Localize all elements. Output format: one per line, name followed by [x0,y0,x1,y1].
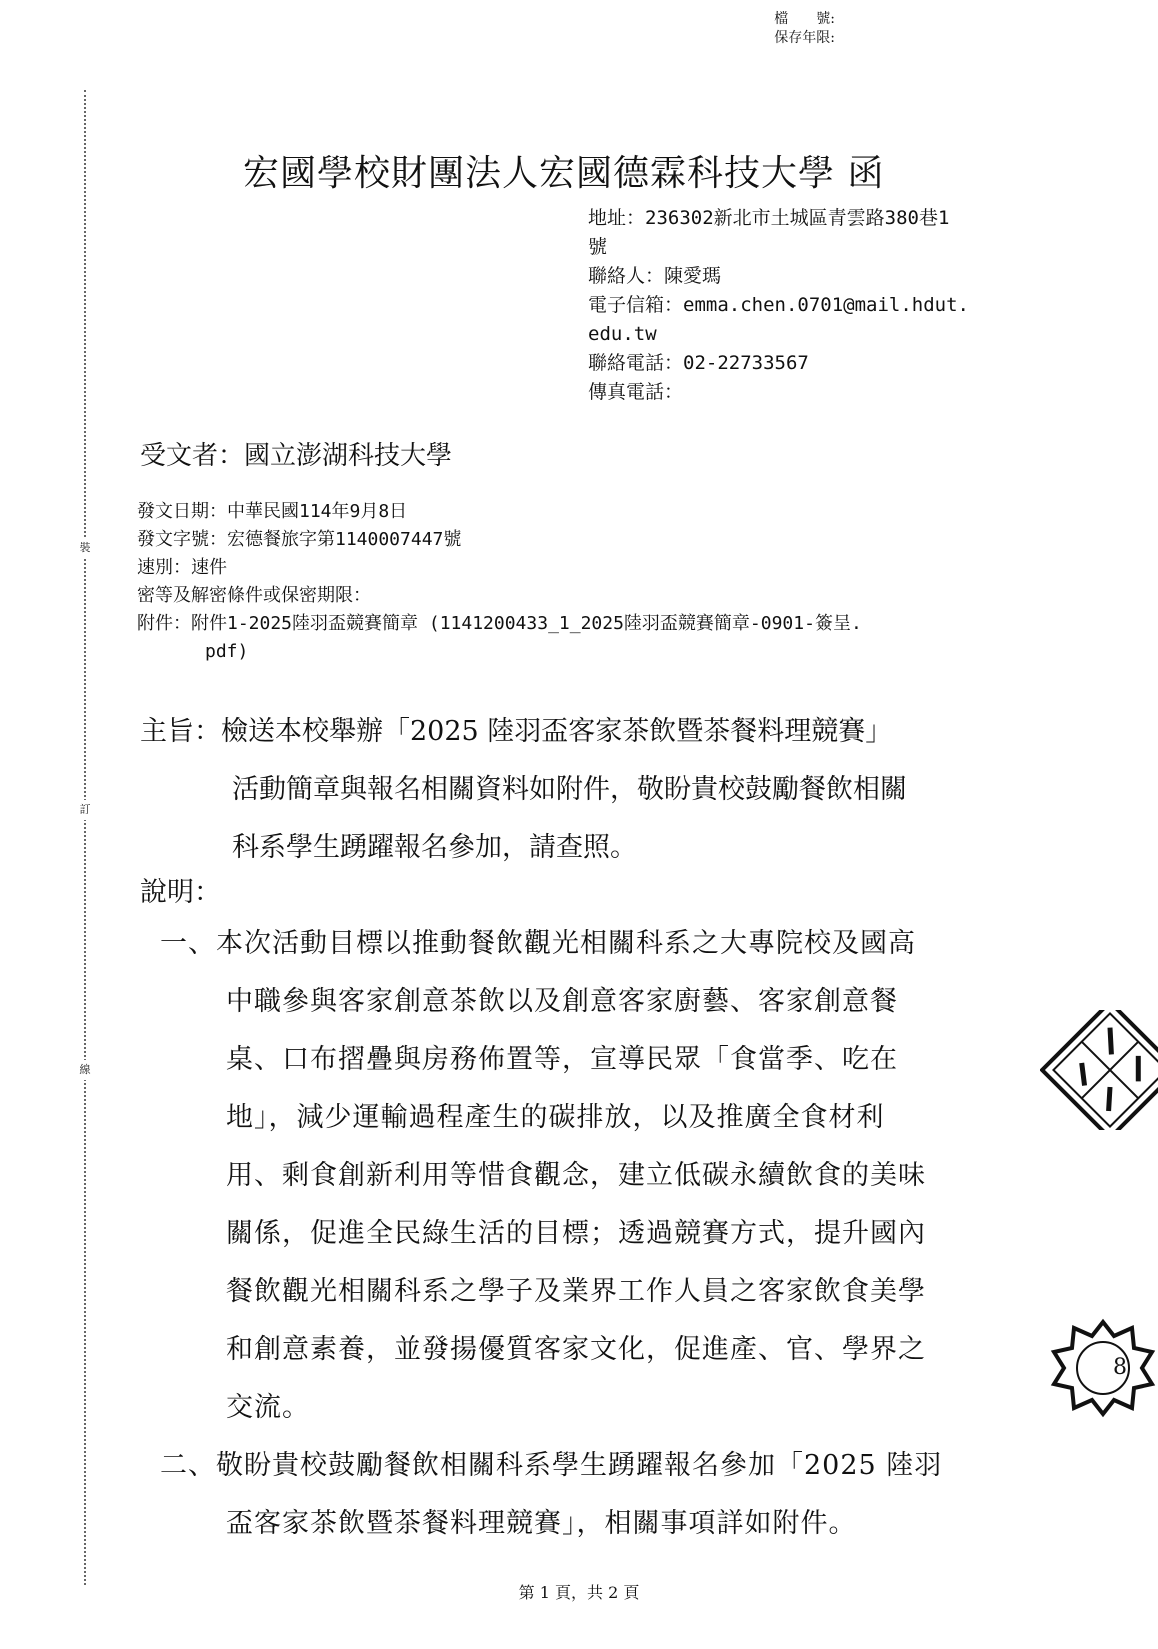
file-meta [774,10,835,48]
received-stamp-icon [1040,1010,1158,1130]
sender-info [588,204,1018,407]
item-line: 餐飲觀光相關科系之學子及業界工作人員之客家飲食美學 [226,1276,926,1307]
retention-label: 保存年限: [774,30,835,46]
page-footer: 第 1 頁，共 2 頁 [518,1583,640,1602]
email-line-2: edu.tw [588,323,657,345]
serial-seal-icon [1048,1318,1158,1418]
binding-mark-ding: 訂 [76,800,94,820]
explanation-heading: 說明： [140,877,221,908]
explanation-item-2 [160,1437,942,1553]
contact-person: 聯絡人：陳愛瑪 [588,265,722,287]
attachment-line-1: 附件：附件1-2025陸羽盃競賽簡章 (1141200433_1_2025陸羽盃競賽簡章-0901-簽呈. [137,613,862,634]
phone-number: 聯絡電話：02-22733567 [588,352,809,374]
subject-line-2: 活動簡章與報名相關資料如附件，敬盼貴校鼓勵餐飲相關 [232,774,907,805]
item-line: 交流。 [226,1392,310,1423]
item-line: 地」，減少運輸過程產生的碳排放，以及推廣全食材利 [226,1102,885,1133]
address-line-2: 號 [588,236,608,258]
email-line-1: 電子信箱：emma.chen.0701@mail.hdut. [588,294,969,316]
item-line: 中職參與客家創意茶飲以及創意客家廚藝、客家創意餐 [226,986,898,1017]
item-line: 和創意素養，並發揚優質客家文化，促進產、官、學界之 [226,1334,926,1365]
seal-number: 8 [1113,1355,1127,1380]
item-line: 用、剩食創新利用等惜食觀念，建立低碳永續飲食的美味 [226,1160,926,1191]
binding-mark-zhuang: 裝 [76,538,94,558]
item-line: 二、敬盼貴校鼓勵餐飲相關科系學生踴躍報名參加「2025 陸羽 [160,1450,943,1481]
document-number: 發文字號：宏德餐旅字第1140007447號 [137,529,462,550]
explanation-item-1 [160,915,942,1437]
document-title: 宏國學校財團法人宏國德霖科技大學 函 [243,153,885,194]
issue-date: 發文日期：中華民國114年9月8日 [137,501,408,522]
recipient: 受文者：國立澎湖科技大學 [140,441,453,471]
binding-mark-xian: 線 [76,1060,94,1080]
explanation-items [160,915,942,1553]
item-line: 盃客家茶飲暨茶餐料理競賽」，相關事項詳如附件。 [226,1508,857,1539]
speed-class: 速別：速件 [137,557,227,578]
fax-number: 傳真電話： [588,381,684,403]
item-line: 一、本次活動目標以推動餐飲觀光相關科系之大專院校及國高 [160,928,916,959]
item-line: 桌、口布摺疊與房務佈置等，宣導民眾「食當季、吃在 [226,1044,898,1075]
binding-dotted-line [84,90,86,1585]
attachment-line-2: pdf) [205,641,249,662]
document-meta [137,498,862,666]
address-line-1: 地址：236302新北市土城區青雲路380巷1 [588,207,950,229]
subject-line-3: 科系學生踴躍報名參加，請查照。 [232,832,637,863]
subject-line-1: 主旨：檢送本校舉辦「2025 陸羽盃客家茶飲暨茶餐料理競賽」 [140,716,893,747]
security-class: 密等及解密條件或保密期限： [137,585,371,606]
file-no-label: 檔 號: [774,11,835,27]
item-line: 關係，促進全民綠生活的目標；透過競賽方式，提升國內 [226,1218,926,1249]
subject [140,703,907,877]
